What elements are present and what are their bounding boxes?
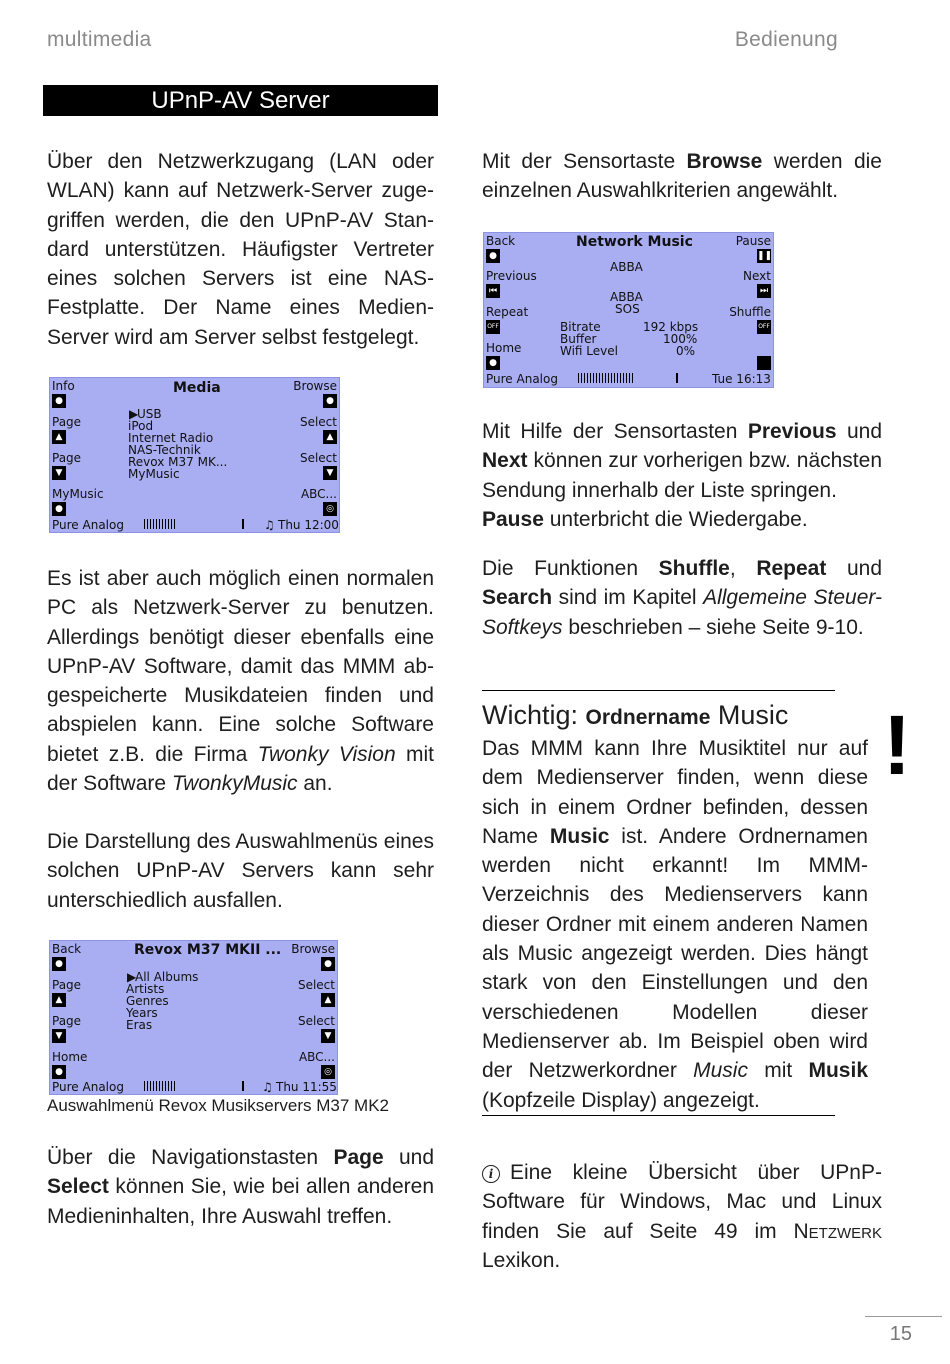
text-run: sind im Kapitel — [552, 586, 704, 610]
text-run: mit der Software — [47, 742, 434, 796]
text-run: Das MMM kann Ihre Musiktitel nur auf dem Medienserver finden, wenn diese sich in einem Ordner befinden, dessen Name — [482, 737, 868, 848]
text-run: Mit Hilfe der Sensortasten — [482, 420, 748, 443]
lcd-back-label: Back — [52, 942, 82, 956]
navigation-paragraph — [47, 1143, 434, 1231]
lcd-list-item: MyMusic — [128, 467, 180, 481]
arrow-up-icon: ▲ — [52, 993, 66, 1007]
text-run-italic: Twonky Vision — [257, 742, 396, 766]
note-heading — [482, 700, 788, 731]
lcd-list-item: USB — [137, 407, 162, 421]
text-run-italic: Allgemeine Steuer-Softkeys — [482, 586, 882, 639]
previous-icon: ⏮ — [486, 284, 500, 298]
lcd-page-label: Page — [52, 978, 82, 992]
text-run: werden die einzelnen Auswahlkriterien angewählt. — [482, 150, 882, 203]
lcd-browse-label: Browse — [293, 379, 337, 393]
level-marker — [242, 1081, 244, 1091]
exclamation-icon: ! — [883, 698, 911, 792]
bell-icon: ♫ — [262, 1080, 273, 1094]
lcd-artist: ABBA — [610, 260, 643, 274]
dot-icon: ● — [52, 1065, 66, 1079]
level-meter — [144, 519, 175, 529]
text-run: Über die Navigationstasten — [47, 1146, 334, 1169]
lcd-page-label: Page — [52, 415, 82, 429]
text-run: unterbricht die Wiedergabe. — [543, 507, 808, 531]
lcd-track: SOS — [615, 302, 640, 316]
text-run-bold: Page — [333, 1146, 384, 1169]
text-run-bold: Browse — [686, 150, 763, 173]
text-run-bold: Music — [549, 824, 610, 848]
level-meter — [144, 1081, 175, 1091]
level-marker — [242, 519, 244, 529]
lcd-abc-label: ABC... — [298, 1050, 335, 1064]
shuffle-off-icon: OFF — [757, 320, 771, 334]
lcd-select-label: Select — [299, 415, 337, 429]
lcd-wifi-value: 0% — [676, 344, 696, 358]
lcd-list-item: Years — [126, 1006, 158, 1020]
figure-caption: Auswahlmenü Revox Musikservers M37 MK2 — [47, 1096, 390, 1115]
blank-key-icon — [757, 356, 771, 370]
text-run-bold: Pause — [482, 507, 544, 531]
text-run-bold: Select — [47, 1175, 109, 1199]
text-run-bold: Search — [482, 586, 553, 610]
functions-paragraph — [482, 554, 882, 642]
text-run: Music — [710, 700, 789, 730]
lcd-wifi-label: Wifi Level — [560, 344, 618, 358]
text-run-bold: Previous — [747, 420, 837, 443]
level-marker — [676, 373, 678, 383]
text-run-bold: Repeat — [756, 557, 827, 580]
lcd-list-item: Revox M37 MK... — [128, 455, 228, 469]
dot-icon: ● — [321, 957, 335, 971]
info-icon: i — [482, 1165, 500, 1183]
arrow-up-icon: ▲ — [321, 993, 335, 1007]
arrow-down-icon: ▼ — [321, 1029, 335, 1043]
lcd-shuffle-label: Shuffle — [729, 305, 771, 319]
lcd-previous-label: Previous — [486, 269, 537, 283]
intro-paragraph: Über den Netzwerkzugang (LAN oder WLAN) kann auf Netzwerk-Server zuge-griffen werden, die den UPnP-AV Stan-dard unterstützen. Häufigster Vertreter eines solchen Servers ist eine NAS-Festplatte. Der Name eines Medien-Server wird am Server selbst festgelegt. — [47, 150, 434, 349]
lcd-mymusic-label: MyMusic — [52, 487, 104, 501]
lcd-abc-label: ABC... — [300, 487, 337, 501]
lcd-source-label: Pure Analog — [52, 518, 124, 532]
page-number-rule — [865, 1316, 942, 1317]
lcd-buffer-value: 100% — [663, 332, 698, 346]
text-run: an. — [297, 772, 333, 796]
repeat-off-icon: OFF — [486, 320, 500, 334]
text-run-bold: Shuffle — [658, 557, 730, 580]
cursor-arrow-icon: ▶ — [129, 407, 139, 421]
enter-icon: ◎ — [321, 1065, 335, 1079]
pause-icon: ❚❚ — [757, 251, 773, 261]
lcd-list-item: All Albums — [135, 970, 199, 984]
arrow-down-icon: ▼ — [52, 466, 66, 480]
level-meter — [578, 373, 635, 383]
text-run-smallcaps: Netzwerk — [793, 1219, 882, 1243]
text-run: mit — [747, 1059, 809, 1083]
header-section-right: Bedienung — [734, 28, 838, 51]
text-run-italic: Music — [693, 1059, 748, 1083]
dot-icon: ● — [52, 957, 66, 971]
lcd-list-item: Eras — [126, 1018, 153, 1032]
dot-icon: ● — [486, 356, 500, 370]
lcd-browse-label: Browse — [291, 942, 335, 956]
lcd-home-label: Home — [486, 341, 522, 355]
note-paragraph — [482, 734, 868, 1115]
lcd-info-label: Info — [52, 379, 75, 393]
lcd-album: ABBA — [610, 290, 643, 304]
dot-icon: ● — [52, 502, 66, 516]
lcd-page-label: Page — [52, 1014, 82, 1028]
lcd-source-label: Pure Analog — [52, 1080, 124, 1094]
text-run: Mit der Sensortaste — [482, 150, 687, 173]
lcd-title: Network Music — [576, 234, 693, 250]
lcd-list-item: NAS-Technik — [128, 443, 201, 457]
text-run: beschrieben – siehe Seite 9-10. — [562, 615, 864, 639]
enter-icon: ◎ — [323, 502, 337, 516]
arrow-up-icon: ▲ — [52, 430, 66, 444]
text-run: und — [383, 1146, 434, 1169]
lcd-repeat-label: Repeat — [486, 305, 529, 319]
lcd-page-label: Page — [52, 451, 82, 465]
bell-icon: ♫ — [264, 518, 275, 532]
info-paragraph — [482, 1158, 882, 1275]
text-run: und — [826, 557, 883, 580]
next-icon: ⏭ — [757, 284, 771, 298]
lcd-home-label: Home — [52, 1050, 88, 1064]
lcd-bitrate-label: Bitrate — [560, 320, 601, 334]
lcd-list-item: Internet Radio — [128, 431, 214, 445]
dot-icon: ● — [323, 394, 337, 408]
lcd-list-item: Artists — [126, 982, 165, 996]
dot-icon: ● — [52, 394, 66, 408]
arrow-down-icon: ▼ — [323, 466, 337, 480]
lcd-network-music-screen — [483, 232, 774, 388]
page-number: 15 — [889, 1323, 912, 1345]
lcd-select-label: Select — [297, 978, 335, 992]
lcd-source-label: Pure Analog — [486, 372, 558, 386]
arrow-up-icon: ▲ — [323, 430, 337, 444]
text-run-bold: Next — [482, 449, 528, 473]
text-run: können Sie, wie bei allen anderen Medieninhalten, Ihre Auswahl treffen. — [47, 1175, 434, 1228]
note-top-rule — [482, 690, 835, 691]
text-run-bold: Musik — [808, 1059, 868, 1083]
lcd-time: Tue 16:13 — [712, 372, 771, 386]
display-paragraph: Die Darstellung des Auswahlmenüs eines solchen UPnP-AV Servers kann sehr unterschiedlich ausfallen. — [47, 830, 434, 912]
note-bottom-rule — [482, 1115, 835, 1116]
lcd-time: Thu 11:55 — [276, 1080, 337, 1094]
lcd-select-label: Select — [297, 1014, 335, 1028]
text-run: Lexikon. — [482, 1248, 561, 1272]
text-run: Wichtig: — [482, 700, 586, 730]
previous-next-paragraph — [482, 417, 882, 534]
lcd-revox-screen — [49, 940, 338, 1095]
section-title: UPnP-AV Server — [43, 85, 438, 116]
lcd-select-label: Select — [299, 451, 337, 465]
browse-paragraph — [482, 147, 882, 206]
lcd-time: Thu 12:00 — [278, 518, 339, 532]
text-run: Es ist aber auch möglich einen normalen PC als Netzwerk-Server zu benutzen. Allerdings benötigt dieser ebenfalls eine UPnP-AV Software, damit das MMM ab-gespeicherte Musikdateien finden und abspielen kann. Eine solche Software bietet z.B. die Firma — [47, 567, 434, 766]
header-section-left: multimedia — [47, 28, 152, 51]
arrow-down-icon: ▼ — [52, 1029, 66, 1043]
text-run: (Kopfzeile Display) angezeigt. — [482, 1088, 760, 1112]
lcd-media-screen — [49, 377, 340, 533]
lcd-next-label: Next — [743, 269, 771, 283]
cursor-arrow-icon: ▶ — [127, 970, 137, 984]
text-run: Eine kleine Übersicht über UPnP-Software für Windows, Mac und Linux finden Sie auf Seite 49 im — [482, 1161, 882, 1243]
text-run-italic: TwonkyMusic — [171, 772, 298, 796]
lcd-title: Media — [173, 380, 221, 396]
dot-icon: ● — [486, 249, 500, 263]
lcd-bitrate-value: 192 kbps — [643, 320, 699, 334]
lcd-buffer-label: Buffer — [560, 332, 597, 346]
lcd-pause-label: Pause — [735, 234, 771, 248]
text-run-bold: Ordnername — [585, 706, 711, 729]
text-run: Die Funktionen — [482, 557, 659, 580]
lcd-title: Revox M37 MKII ... — [134, 942, 282, 958]
pc-server-paragraph — [47, 564, 434, 798]
lcd-list-item: Genres — [126, 994, 169, 1008]
lcd-list-item: iPod — [128, 419, 154, 433]
text-run: ist. Andere Ordnernamen werden nicht erkannt! Im MMM-Verzeichnis des Medienservers kann dieser Ordner mit einem anderen Namen als Music angezeigt werden. Dies hängt stark von den Einstellungen und den verschiedenen Modellen dieser Medienserver ab. Im Beispiel oben wird der Netzwerkordner — [482, 824, 868, 1083]
lcd-back-label: Back — [486, 234, 516, 248]
text-run: und — [836, 420, 882, 443]
text-run: können zur vorherigen bzw. nächsten Sendung innerhalb der Liste springen. — [482, 449, 882, 502]
text-run: , — [729, 557, 757, 580]
